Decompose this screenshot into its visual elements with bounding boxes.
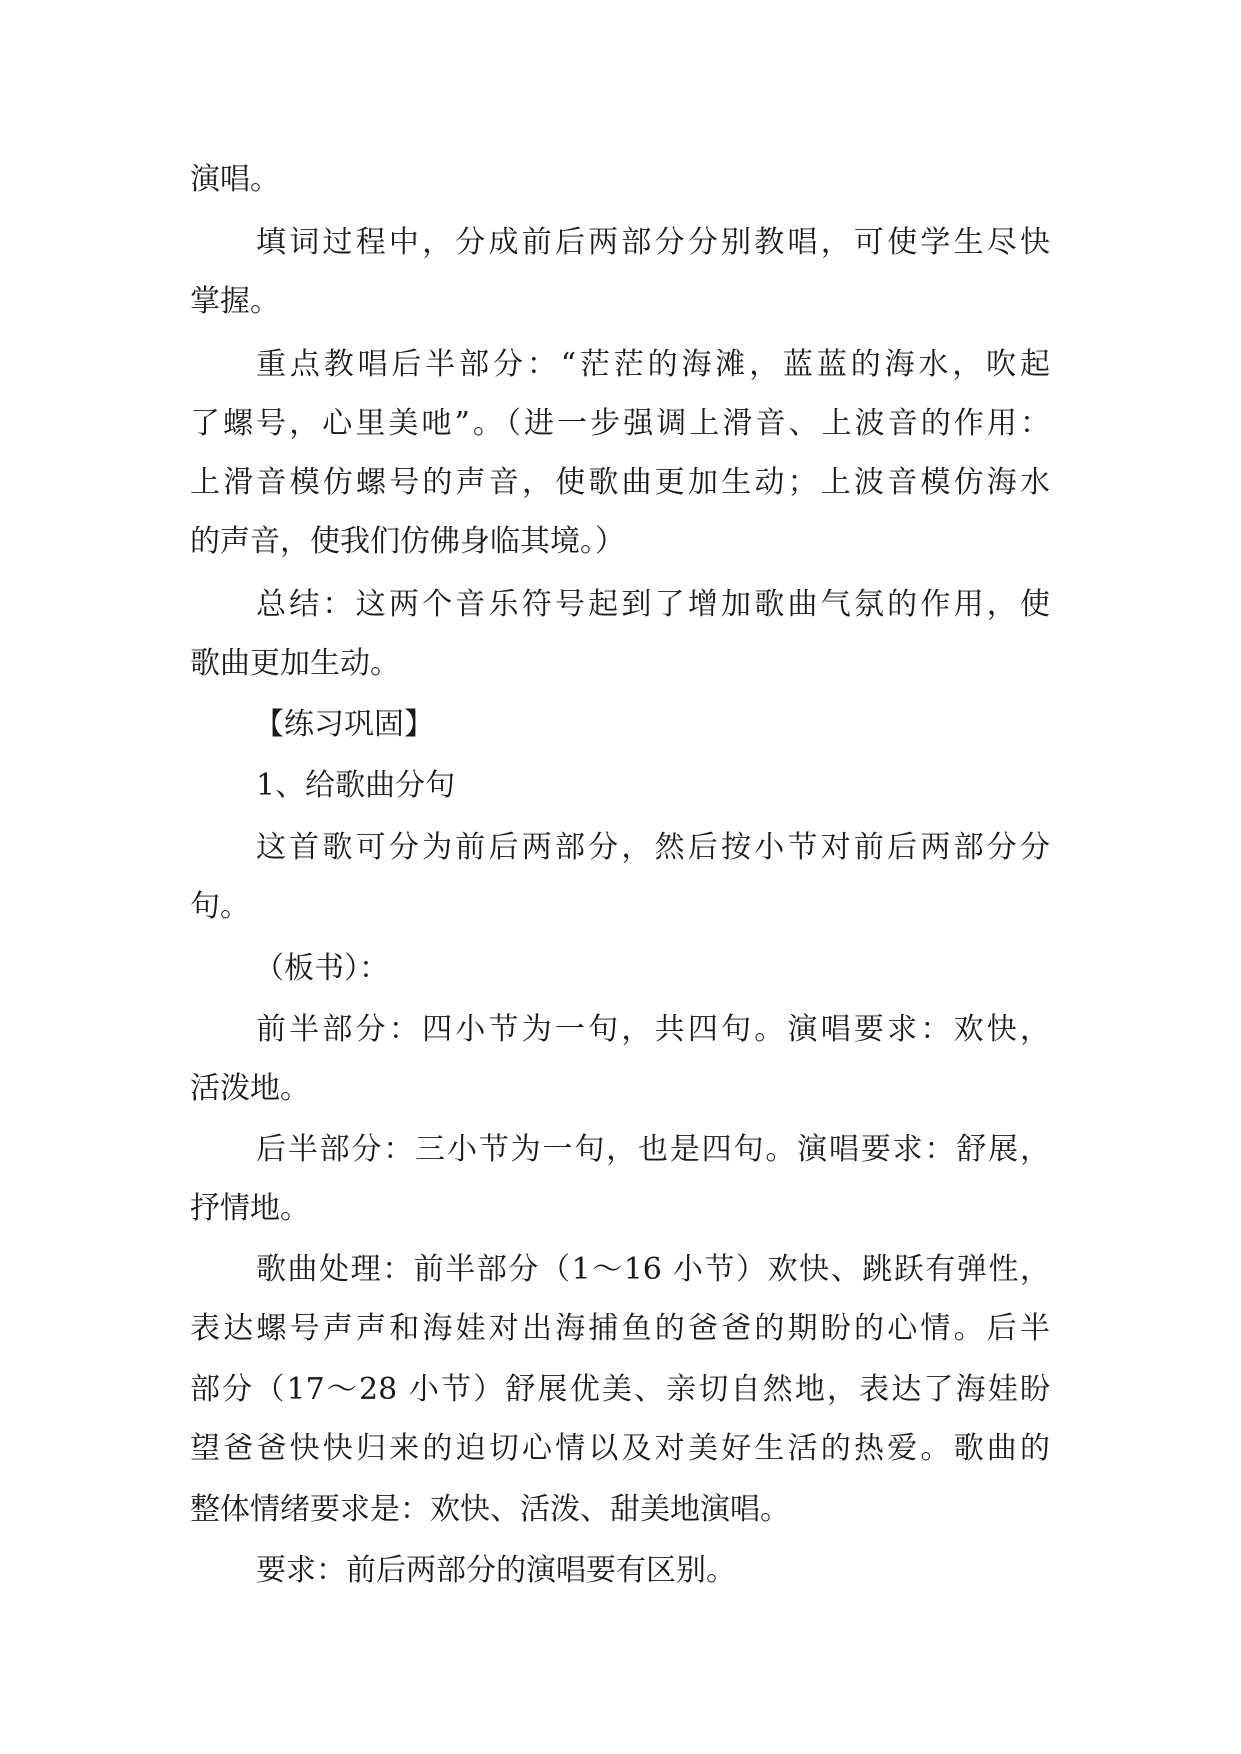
- text-line: 总结：这两个音乐符号起到了增加歌曲气氛的作用，使: [256, 587, 1050, 622]
- text-line: 歌曲处理：前半部分（1～16 小节）欢快、跳跃有弹性，: [256, 1252, 1050, 1287]
- text-line: 部分（17～28 小节）舒展优美、亲切自然地，表达了海娃盼: [190, 1372, 1050, 1407]
- text-line: 表达螺号声声和海娃对出海捕鱼的爸爸的期盼的心情。后半: [190, 1311, 1050, 1346]
- text-line: 掌握。: [190, 284, 280, 319]
- text-line: 前半部分：四小节为一句，共四句。演唱要求：欢快，: [256, 1012, 1050, 1047]
- text-line: 1、给歌曲分句: [256, 768, 456, 803]
- text-line: 句。: [190, 889, 250, 924]
- text-line: 整体情绪要求是：欢快、活泼、甜美地演唱。: [190, 1492, 790, 1527]
- text-line: 活泼地。: [190, 1071, 310, 1106]
- text-line: 了螺号，心里美吔”。（进一步强调上滑音、上波音的作用：: [190, 406, 1050, 441]
- text-line: 后半部分：三小节为一句，也是四句。演唱要求：舒展，: [256, 1132, 1050, 1167]
- section-heading: 【练习巩固】: [254, 707, 434, 742]
- text-line: （板书）：: [254, 951, 389, 986]
- text-line: 这首歌可分为前后两部分，然后按小节对前后两部分分: [256, 830, 1050, 865]
- text-line: 填词过程中，分成前后两部分分别教唱，可使学生尽快: [256, 225, 1050, 260]
- text-line: 要求：前后两部分的演唱要有区别。: [256, 1553, 736, 1588]
- text-line: 的声音，使我们仿佛身临其境。）: [190, 524, 625, 559]
- text-line: 抒情地。: [190, 1191, 310, 1226]
- text-line: 重点教唱后半部分：“茫茫的海滩，蓝蓝的海水，吹起: [256, 347, 1050, 382]
- text-line: 演唱。: [190, 162, 280, 197]
- text-line: 歌曲更加生动。: [190, 646, 400, 681]
- text-line: 望爸爸快快归来的迫切心情以及对美好生活的热爱。歌曲的: [190, 1431, 1050, 1466]
- text-line: 上滑音模仿螺号的声音，使歌曲更加生动；上波音模仿海水: [190, 465, 1050, 500]
